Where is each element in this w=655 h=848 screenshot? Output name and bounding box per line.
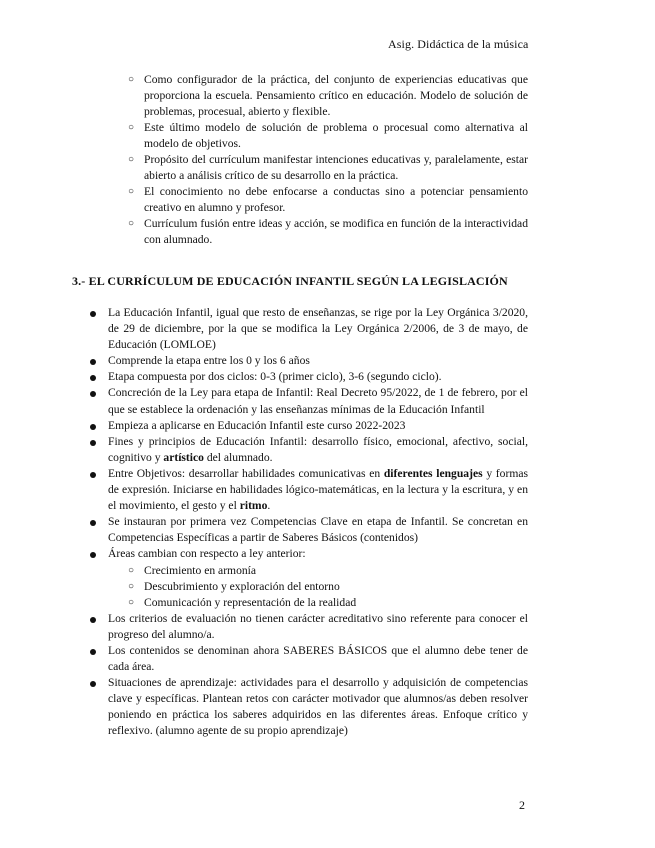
- bullet-dot-icon: [90, 649, 96, 655]
- bold-term: ritmo: [239, 499, 268, 513]
- list-item: Los contenidos se denominan ahora SABERES BÁSICOS que el alumno debe tener de cada área.: [90, 643, 528, 675]
- list-item: ○ Propósito del currículum manifestar intenciones educativas y, paralelamente, estar abierto a análisis crítico de su desarrollo en la práctica.: [128, 153, 528, 182]
- list-item: Empieza a aplicarse en Educación Infantil este curso 2022-2023: [90, 418, 528, 434]
- list-item: Áreas cambian con respecto a ley anterior: ○ Crecimiento en armonía ○ Descubrimiento y exploración del entorno ○ Comunicación y representación de la realidad: [90, 546, 528, 610]
- hollow-circle-bullet-icon: ○: [128, 564, 135, 576]
- list-item: ○ El conocimiento no debe enfocarse a conductas sino a potenciar pensamiento creativo en alumno y profesor.: [128, 185, 528, 214]
- hollow-circle-bullet-icon: ○: [128, 154, 135, 165]
- list-item: ○ Descubrimiento y exploración del entorno: [128, 579, 340, 593]
- bullet-dot-icon: [90, 552, 96, 558]
- section-title: 3.- EL CURRÍCULUM DE EDUCACIÓN INFANTIL SEGÚN LA LEGISLACIÓN: [72, 274, 508, 288]
- list-item: La Educación Infantil, igual que resto de enseñanzas, se rige por la Ley Orgánica 3/2020, de 29 de diciembre, por la que se modifica la Ley Orgánica 2/2006, de 3 de mayo, de Educación (LOMLOE): [90, 305, 528, 353]
- list-item: Concreción de la Ley para etapa de Infantil: Real Decreto 95/2022, de 1 de febrero, por el que se establece la ordenación y las enseñanzas mínimas de la Educación Infantil: [90, 385, 528, 417]
- list-item: Entre Objetivos: desarrollar habilidades comunicativas en diferentes lenguajes y formas de expresión. Iniciarse en habilidades lógico-matemáticas, en la lectura y la escritura, y en el movimiento, el gesto y el ritmo.: [90, 466, 528, 514]
- list-item: ○ Este último modelo de solución de problema o procesual como alternativa al modelo de objetivos.: [128, 121, 528, 150]
- list-item: Comprende la etapa entre los 0 y los 6 años: [90, 353, 528, 369]
- list-item: Fines y principios de Educación Infantil: desarrollo físico, emocional, afectivo, social, cognitivo y artístico del alumnado.: [90, 434, 528, 466]
- hollow-circle-bullet-icon: ○: [128, 122, 135, 133]
- hollow-circle-bullet-icon: ○: [128, 74, 135, 85]
- list-item: Los criterios de evaluación no tienen carácter acreditativo sino referente para conocer el progreso del alumno/a.: [90, 611, 528, 643]
- list-item: Se instauran por primera vez Competencias Clave en etapa de Infantil. Se concretan en Competencias Específicas a partir de Saberes Básicos (contenidos): [90, 514, 528, 546]
- bullet-dot-icon: [90, 520, 96, 526]
- list-item: Situaciones de aprendizaje: actividades para el desarrollo y adquisición de competencias clave y específicas. Plantean retos con carácter motivador que alumnos/as deben resolver poniendo en práctica los saberes adquiridos en las diferentes áreas. Enfoque crítico y reflexivo. (alumno agente de su propio aprendizaje): [90, 675, 528, 739]
- bullet-dot-icon: [90, 617, 96, 623]
- bold-term: diferentes lenguajes: [383, 466, 483, 480]
- bullet-dot-icon: [90, 391, 96, 397]
- bullet-dot-icon: [90, 424, 96, 430]
- list-item: Etapa compuesta por dos ciclos: 0-3 (primer ciclo), 3-6 (segundo ciclo).: [90, 369, 528, 385]
- intro-sublist: [126, 72, 528, 248]
- bullet-dot-icon: [90, 311, 96, 317]
- hollow-circle-bullet-icon: ○: [128, 580, 135, 592]
- bullet-dot-icon: [90, 681, 96, 687]
- hollow-circle-bullet-icon: ○: [128, 218, 135, 229]
- page-number: 2: [519, 798, 525, 812]
- list-item: ○ Currículum fusión entre ideas y acción, se modifica en función de la interactividad con alumnado.: [128, 217, 528, 246]
- list-item: ○ Crecimiento en armonía: [128, 563, 257, 577]
- page-header: Asig. Didáctica de la música: [388, 37, 529, 51]
- bullet-dot-icon: [90, 359, 96, 365]
- bullet-dot-icon: [90, 375, 96, 381]
- areas-sublist: [108, 563, 528, 611]
- list-item: ○ Comunicación y representación de la realidad: [128, 595, 357, 609]
- list-item: ○ Como configurador de la práctica, del conjunto de experiencias educativas que proporciona la escuela. Pensamiento crítico en educación. Modelo de solución de problemas, procesual, abierto y flexible.: [128, 73, 528, 118]
- hollow-circle-bullet-icon: ○: [128, 186, 135, 197]
- bold-term: artístico: [163, 450, 204, 464]
- bullet-dot-icon: [90, 440, 96, 446]
- main-bullet-list: [90, 305, 528, 739]
- bullet-dot-icon: [90, 472, 96, 478]
- hollow-circle-bullet-icon: ○: [128, 596, 135, 608]
